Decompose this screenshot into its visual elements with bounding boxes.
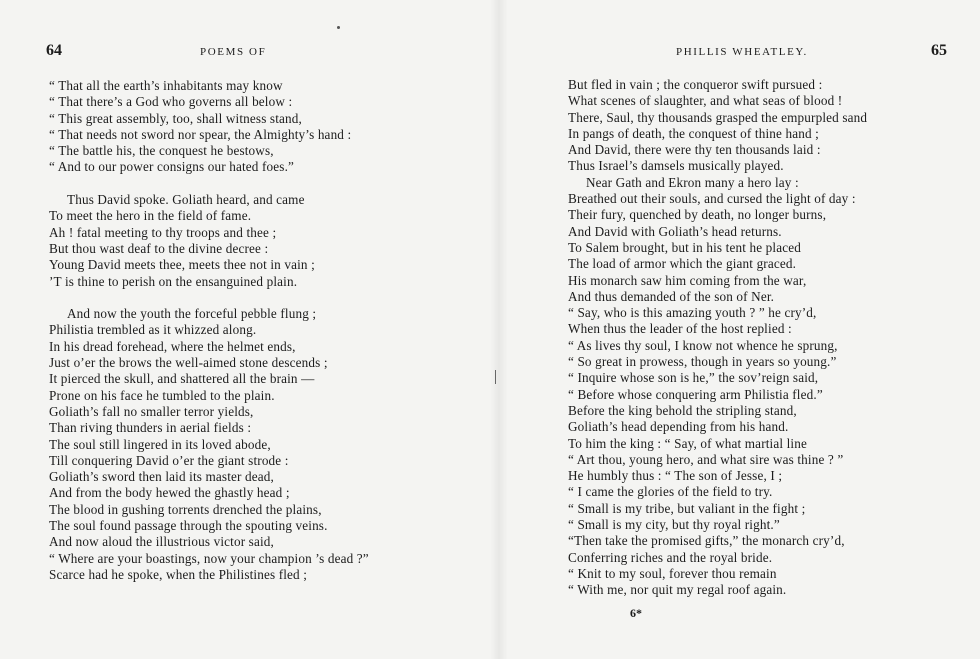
poem-line: Philistia trembled as it whizzed along. bbox=[49, 322, 257, 338]
poem-line: Goliath’s head depending from his hand. bbox=[568, 419, 789, 435]
poem-line: “Then take the promised gifts,” the monarch cry’d, bbox=[568, 533, 845, 549]
poem-line: Till conquering David o’er the giant strode : bbox=[49, 452, 289, 468]
poem-line: The blood in gushing torrents drenched the plains, bbox=[49, 501, 322, 517]
poem-line: Thus Israel’s damsels musically played. bbox=[568, 158, 784, 174]
poem-line: But fled in vain ; the conqueror swift pursued : bbox=[568, 77, 823, 92]
poem-line: He humbly thus : “ The son of Jesse, I ; bbox=[568, 468, 783, 484]
poem-line: The soul found passage through the spouting veins. bbox=[49, 518, 328, 534]
stanza-break bbox=[49, 176, 369, 192]
poem-line: “ As lives thy soul, I know not whence he sprung, bbox=[568, 337, 838, 353]
poem-line: “ With me, nor quit my regal roof again. bbox=[568, 582, 787, 598]
poem-line: Before the king behold the stripling stand, bbox=[568, 402, 797, 418]
poem-line: Young David meets thee, meets thee not in vain ; bbox=[49, 257, 315, 273]
poem-line: It pierced the skull, and shattered all the brain — bbox=[49, 371, 315, 387]
poem-line: “ Art thou, young hero, and what sire was thine ? ” bbox=[568, 451, 844, 467]
poem-line: Breathed out their souls, and cursed the light of day : bbox=[568, 191, 856, 207]
right-page bbox=[490, 0, 980, 659]
poem-line: “ The battle his, the conquest he bestows, bbox=[49, 143, 274, 159]
page-number-right: 65 bbox=[931, 42, 947, 59]
poem-line: “ Knit to my soul, forever thou remain bbox=[568, 565, 777, 581]
signature-mark: 6* bbox=[630, 606, 642, 620]
poem-line: “ Small is my city, but thy royal right.” bbox=[568, 517, 780, 533]
stanza-break bbox=[49, 290, 369, 306]
poem-line: “ That all the earth’s inhabitants may know bbox=[49, 78, 283, 93]
poem-line: Scarce had he spoke, when the Philistines fled ; bbox=[49, 566, 308, 582]
poem-line: But thou wast deaf to the divine decree : bbox=[49, 240, 269, 256]
poem-line: And David with Goliath’s head returns. bbox=[568, 223, 782, 239]
poem-line: “ That there’s a God who governs all below : bbox=[49, 94, 293, 110]
poem-line: “ That needs not sword nor spear, the Almighty’s hand : bbox=[49, 126, 352, 142]
poem-line: Their fury, quenched by death, no longer burns, bbox=[568, 207, 827, 223]
poem-line: And now the youth the forceful pebble flung ; bbox=[67, 306, 317, 322]
poem-line: “ Say, who is this amazing youth ? ” he cry’d, bbox=[568, 305, 817, 321]
poem-line: To Salem brought, but in his tent he placed bbox=[568, 239, 801, 255]
poem-line: Just o’er the brows the well-aimed stone descends ; bbox=[49, 355, 328, 371]
poem-line: Than riving thunders in aerial fields : bbox=[49, 420, 252, 436]
poem-line: To meet the hero in the field of fame. bbox=[49, 208, 252, 224]
poem-line: “ Inquire whose son is he,” the sov’reign said, bbox=[568, 370, 819, 386]
poem-line: “ And to our power consigns our hated foes.” bbox=[49, 159, 295, 175]
running-head-right: PHILLIS WHEATLEY. bbox=[676, 46, 808, 58]
poem-line: In his dread forehead, where the helmet ends, bbox=[49, 338, 296, 354]
poem-line: The load of armor which the giant graced. bbox=[568, 256, 797, 272]
poem-line: Goliath’s sword then laid its master dead, bbox=[49, 469, 274, 485]
poem-line: “ Small is my tribe, but valiant in the fight ; bbox=[568, 500, 806, 516]
poem-line: Prone on his face he tumbled to the plain. bbox=[49, 387, 275, 403]
poem-line: And now aloud the illustrious victor said, bbox=[49, 534, 274, 550]
running-head-left: POEMS OF bbox=[200, 46, 267, 58]
poem-line: Near Gath and Ekron many a hero lay : bbox=[586, 174, 799, 190]
poem-line: “ This great assembly, too, shall witness stand, bbox=[49, 110, 302, 126]
poem-line: To him the king : “ Say, of what martial line bbox=[568, 435, 807, 451]
poem-line: The soul still lingered in its loved abode, bbox=[49, 436, 271, 452]
poem-line: And David, there were thy ten thousands laid : bbox=[568, 142, 821, 158]
poem-line: There, Saul, thy thousands grasped the empurpled sand bbox=[568, 109, 868, 125]
poem-lines-left bbox=[49, 78, 369, 583]
poem-line: Goliath’s fall no smaller terror yields, bbox=[49, 403, 254, 419]
poem-line: Conferring riches and the royal bride. bbox=[568, 549, 773, 565]
poem-line: “ Where are your boastings, now your champion ’s dead ?” bbox=[49, 550, 369, 566]
poem-line: In pangs of death, the conquest of thine hand ; bbox=[568, 125, 819, 141]
poem-line: “ So great in prowess, though in years so young.” bbox=[568, 354, 837, 370]
poem-line: ’T is thine to perish on the ensanguined plain. bbox=[49, 273, 298, 289]
poem-line: His monarch saw him coming from the war, bbox=[568, 272, 807, 288]
poem-line: “ Before whose conquering arm Philistia fled.” bbox=[568, 386, 823, 402]
poem-line: Ah ! fatal meeting to thy troops and thee ; bbox=[49, 224, 277, 240]
poem-lines-right bbox=[568, 77, 867, 599]
poem-line: When thus the leader of the host replied : bbox=[568, 321, 792, 337]
poem-line: And thus demanded of the son of Ner. bbox=[568, 288, 775, 304]
poem-line: What scenes of slaughter, and what seas of blood ! bbox=[568, 93, 843, 109]
poem-line: Thus David spoke. Goliath heard, and came bbox=[67, 192, 305, 208]
page-number-left: 64 bbox=[46, 42, 62, 59]
poem-line: “ I came the glories of the field to try. bbox=[568, 484, 773, 500]
poem-line: And from the body hewed the ghastly head ; bbox=[49, 485, 290, 501]
